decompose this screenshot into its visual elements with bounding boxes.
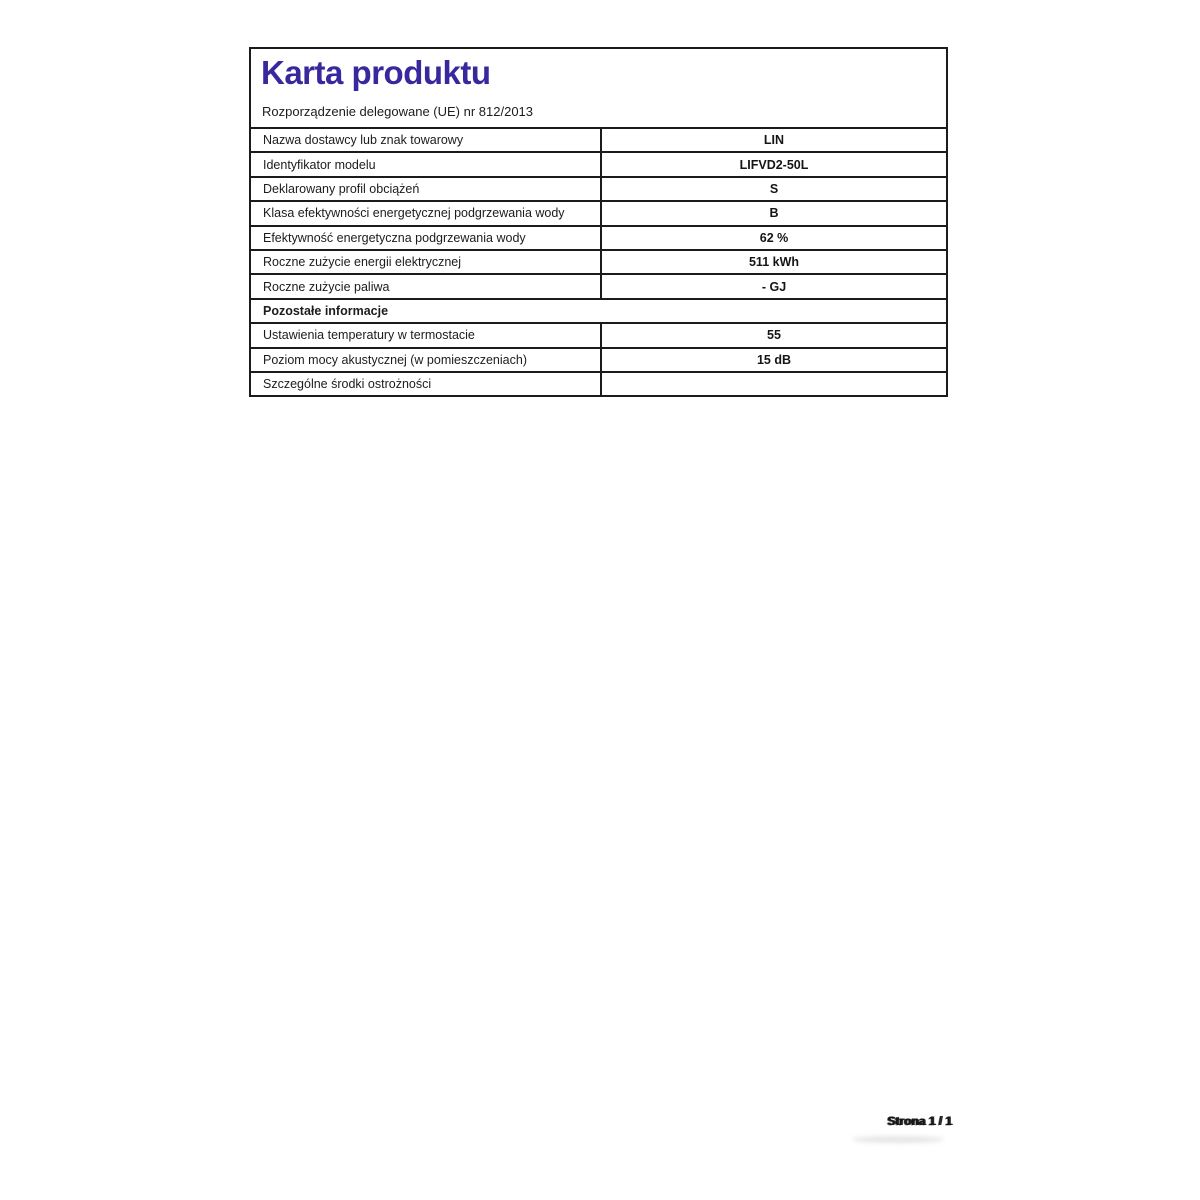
row-label: Ustawienia temperatury w termostacie (263, 328, 475, 343)
table-row (251, 371, 946, 395)
row-label: Szczególne środki ostrożności (263, 377, 432, 392)
table-row (251, 322, 946, 346)
table-row (251, 200, 946, 224)
table-row (251, 176, 946, 200)
row-label: Deklarowany profil obciążeń (263, 181, 420, 196)
row-value: 62 % (600, 227, 946, 249)
page-number: Strona 1 / 1 (887, 1114, 952, 1128)
row-value: 55 (600, 324, 946, 346)
section-row (251, 298, 946, 322)
row-value: - GJ (600, 275, 946, 297)
table-row (251, 347, 946, 371)
row-label: Roczne zużycie energii elektrycznej (263, 255, 462, 270)
row-value: B (600, 202, 946, 224)
product-card (249, 47, 948, 397)
table-row (251, 225, 946, 249)
row-label: Efektywność energetyczna podgrzewania wody (263, 230, 526, 245)
table-row (251, 127, 946, 151)
table-row (251, 151, 946, 175)
table-row (251, 249, 946, 273)
row-label: Roczne zużycie paliwa (263, 279, 390, 294)
spec-table (251, 127, 946, 395)
regulation-subtitle: Rozporządzenie delegowane (UE) nr 812/2013 (262, 104, 534, 119)
table-row (251, 273, 946, 297)
row-value: S (600, 178, 946, 200)
row-label: Pozostałe informacje (263, 303, 389, 318)
row-value: LIN (600, 129, 946, 151)
row-value: 511 kWh (600, 251, 946, 273)
row-value (600, 373, 946, 395)
doc-header (251, 49, 946, 127)
row-label: Klasa efektywności energetycznej podgrzewania wody (263, 206, 565, 221)
print-smudge (852, 1136, 944, 1143)
page-title: Karta produktu (261, 54, 491, 91)
row-value: LIFVD2-50L (600, 153, 946, 175)
row-value: 15 dB (600, 349, 946, 371)
row-label: Identyfikator modelu (263, 157, 376, 172)
row-label: Poziom mocy akustycznej (w pomieszczeniach) (263, 352, 527, 367)
row-label: Nazwa dostawcy lub znak towarowy (263, 133, 464, 148)
